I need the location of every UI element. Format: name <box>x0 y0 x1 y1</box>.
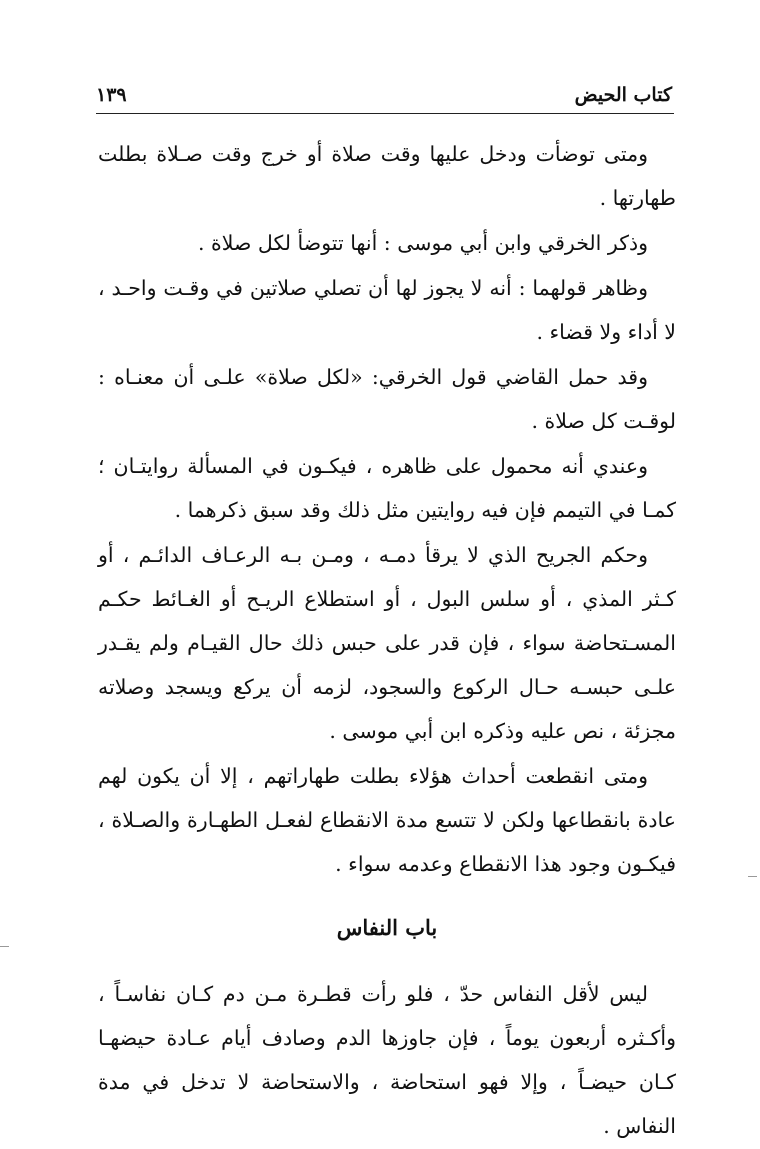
paragraph: وحكم الجريح الذي لا يرقأ دمـه ، ومـن بـه الرعـاف الدائـم ، أو كـثر المذي ، أو سلس البول ، أو استطلاع الريـح أو الغـائط حكـم المسـتحاضة سواء ، فإن قدر على حبس ذلك حال القيـام ولم يقـدر علـى حبسـه حـال الركوع والسجود، لزمه أن يركع ويسجد وصلاته مجزئة ، نص عليه وذكره ابن أبي موسى . <box>98 543 676 743</box>
section-heading: باب النفاس <box>336 915 438 940</box>
paragraph: وعندي أنه محمول على ظاهره ، فيكـون في المسألة روايتـان ؛ كمـا في التيمم فإن فيه روايتين مثل ذلك وقد سبق ذكرهما . <box>98 454 676 522</box>
section-paragraph: ليس لأقل النفاس حدّ ، فلو رأت قطـرة مـن دم كـان نفاسـاً ، وأكـثره أربعون يوماً ، فإن جاوزها الدم وصادف أيام عـادة حيضهـا كـان حيضـاً ، وإلا فهو استحاضة ، والاستحاضة لا تدخل في مدة النفاس . <box>98 982 676 1138</box>
paragraph: ومتى انقطعت أحداث هؤلاء بطلت طهاراتهم ، إلا أن يكون لهم عادة بانقطاعها ولكن لا تتسع مدة الانقطاع لفعـل الطهـارة والصـلاة ، فيكـون وجود هذا الانقطاع وعدمه سواء . <box>98 764 676 876</box>
margin-mark <box>0 946 9 947</box>
page-body <box>98 132 676 1149</box>
header-rule <box>96 113 674 114</box>
chapter-title: كتاب الحيض <box>574 84 672 106</box>
paragraph: وذكر الخرقي وابن أبي موسى : أنها تتوضأ لكل صلاة . <box>198 231 648 255</box>
paragraph: وقد حمل القاضي قول الخرقي: «لكل صلاة» علـى أن معنـاه : لوقـت كل صلاة . <box>98 365 676 433</box>
running-header <box>96 84 672 114</box>
paragraph: وظاهر قولهما : أنه لا يجوز لها أن تصلي صلاتين في وقـت واحـد ، لا أداء ولا قضاء . <box>98 276 676 344</box>
paragraph: ومتى توضأت ودخل عليها وقت صلاة أو خرج وقت صـلاة بطلت طهارتها . <box>98 142 676 210</box>
margin-mark <box>748 876 757 877</box>
page-number: ١٣٩ <box>96 84 127 106</box>
